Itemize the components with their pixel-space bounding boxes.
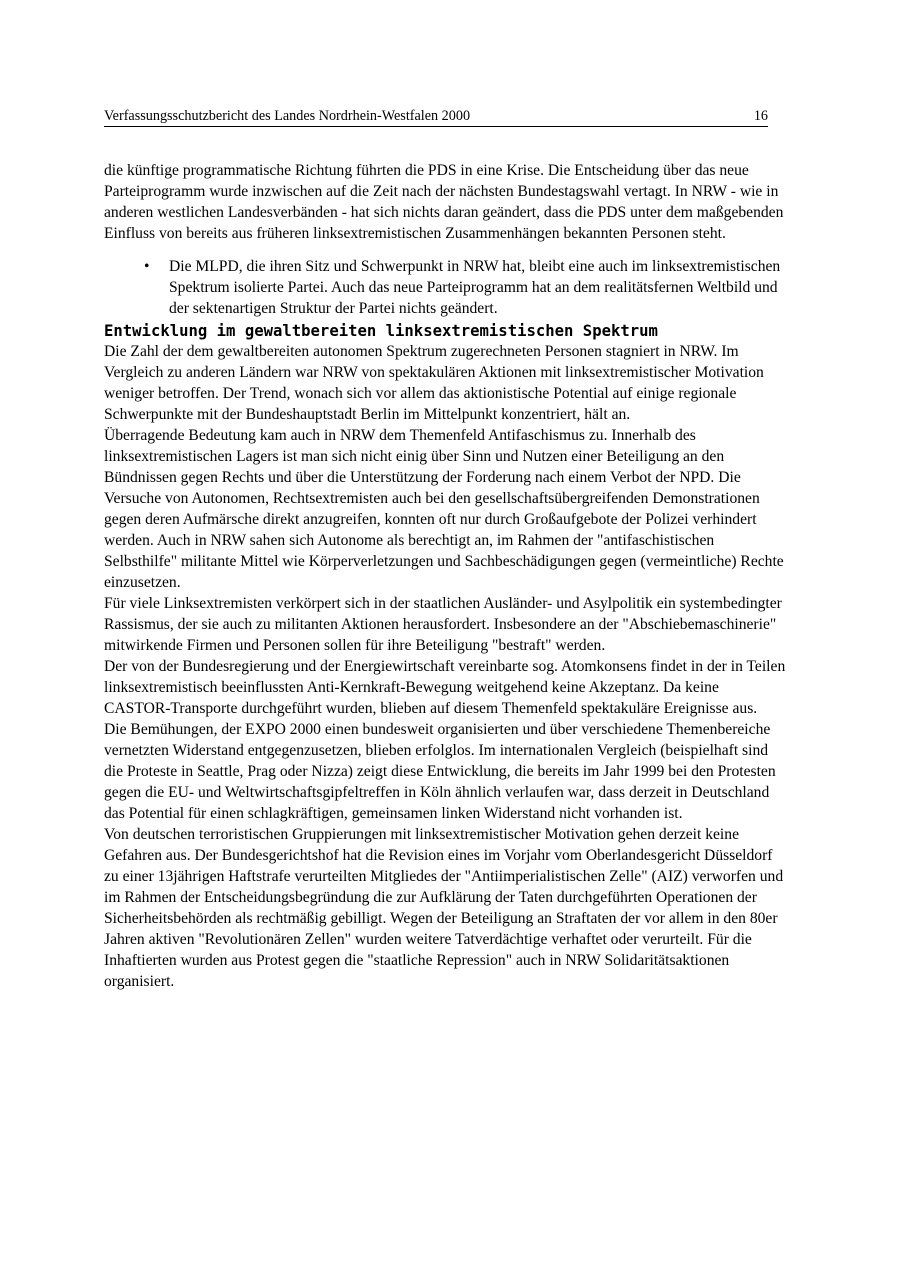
paragraph: Überragende Bedeutung kam auch in NRW dem Themenfeld Antifaschismus zu. Innerhalb des linksextremistischen Lagers ist man sich nicht einig über Sinn und Nutzen einer Beteiligung an den Bündnissen gegen Rechts und über die Unterstützung der Forderung nach einem Verbot der NPD. Die Versuche von Autonomen, Rechtsextremisten auch bei den gesellschaftsübergreifenden Demonstrationen gegen deren Aufmärsche direkt anzugreifen, konnten oft nur durch Großaufgebote der Polizei verhindert werden. Auch in NRW sahen sich Autonome als berechtigt an, im Rahmen der "antifaschistischen Selbsthilfe" militante Mittel wie Körperverletzungen und Sachbeschädigungen gegen (vermeintliche) Rechte einzusetzen. [104, 427, 784, 591]
section-heading: Entwicklung im gewaltbereiten linksextremistischen Spektrum [104, 322, 658, 340]
bullet-icon: • [144, 258, 150, 275]
paragraph: Der von der Bundesregierung und der Energiewirtschaft vereinbarte sog. Atomkonsens findet in der in Teilen linksextremistisch beeinflussten Anti-Kernkraft-Bewegung weitgehend keine Akzeptanz. Da keine CASTOR-Transporte durchgeführt wurden, blieben auf diesem Themenfeld spektakuläre Ereignisse aus. [104, 658, 786, 717]
page-body [104, 160, 786, 992]
report-title: Verfassungsschutzbericht des Landes Nordrhein-Westfalen 2000 [104, 108, 471, 124]
bullet-text: Die MLPD, die ihren Sitz und Schwerpunkt in NRW hat, bleibt eine auch im linksextremistischen Spektrum isolierte Partei. Auch das neue Parteiprogramm hat an dem realitätsfernen Weltbild und der sektenartigen Struktur der Partei nichts geändert. [169, 258, 781, 317]
bullet-item-mlpd [144, 256, 786, 319]
paragraph: Die Bemühungen, der EXPO 2000 einen bundesweit organisierten und über verschiedene Themenbereiche vernetzten Widerstand entgegenzusetzen, blieben erfolglos. Im internationalen Vergleich (beispielhaft sind die Proteste in Seattle, Prag oder Nizza) zeigt diese Entwicklung, die bereits im Jahr 1999 bei den Protesten gegen die EU- und Weltwirtschaftsgipfeltreffen in Köln ähnlich verlaufen war, dass derzeit in Deutschland das Potential für einen schlagkräftigen, gemeinsamen linken Widerstand nicht vorhanden ist. [104, 721, 776, 822]
paragraph: Von deutschen terroristischen Gruppierungen mit linksextremistischer Motivation gehen derzeit keine Gefahren aus. Der Bundesgerichtshof hat die Revision eines im Vorjahr vom Oberlandesgericht Düsseldorf zu einer 13jährigen Haftstrafe verurteilten Mitgliedes der "Antiimperialistischen Zelle" (AIZ) verworfen und im Rahmen der Entscheidungsbegründung die zur Aufklärung der Taten durchgeführten Operationen der Sicherheitsbehörden als rechtmäßig gebilligt. Wegen der Beteiligung an Straftaten der vor allem in den 80er Jahren aktiven "Revolutionären Zellen" wurden weitere Tatverdächtige verhaftet oder verurteilt. Für die Inhaftierten wurden aus Protest gegen die "staatliche Repression" auch in NRW Solidaritätsaktionen organisiert. [104, 826, 784, 990]
paragraph: Für viele Linksextremisten verkörpert sich in der staatlichen Ausländer- und Asylpolitik ein systembedingter Rassismus, der sie auch zu militanten Aktionen herausfordert. Insbesondere an der "Abschiebemaschinerie" mitwirkende Firmen und Personen sollen für ihre Beteiligung "bestraft" werden. [104, 595, 782, 654]
continuation-paragraph: die künftige programmatische Richtung führten die PDS in eine Krise. Die Entscheidung über das neue Parteiprogramm wurde inzwischen auf die Zeit nach der nächsten Bundestagswahl vertagt. In NRW - wie in anderen westlichen Landesverbänden - hat sich nichts daran geändert, dass die PDS unter dem maßgebenden Einfluss von bereits aus früheren linksextremistischen Zusammenhängen bekannten Personen steht. [104, 162, 784, 242]
paragraph: Die Zahl der dem gewaltbereiten autonomen Spektrum zugerechneten Personen stagniert in NRW. Im Vergleich zu anderen Ländern war NRW von spektakulären Aktionen mit linksextremistischer Motivation weniger betroffen. Der Trend, wonach sich vor allem das aktionistische Potential auf einige regionale Schwerpunkte mit der Bundeshauptstadt Berlin im Mittelpunkt konzentriert, hält an. [104, 343, 764, 423]
page-number: 16 [753, 108, 768, 124]
page-header [104, 108, 768, 127]
